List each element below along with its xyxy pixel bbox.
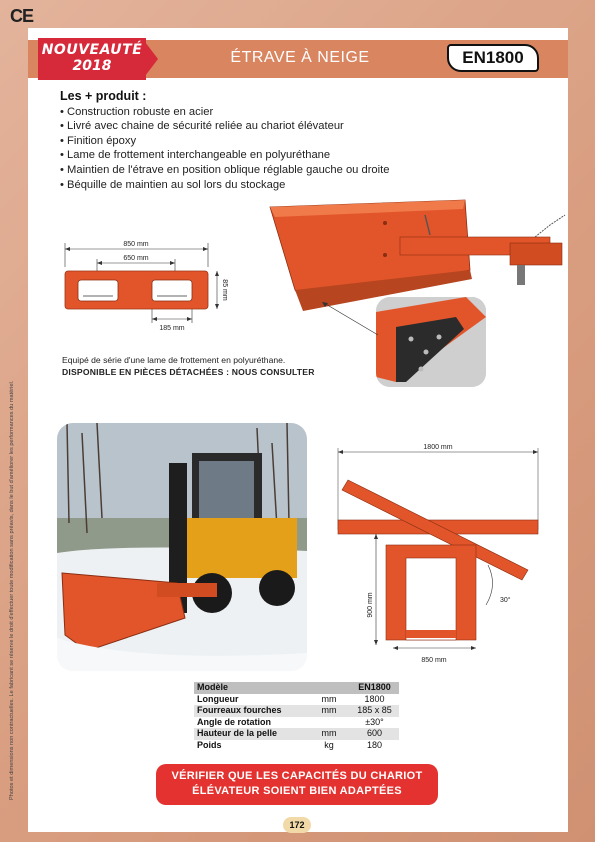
new-badge bbox=[38, 38, 158, 80]
feature-item: • Maintien de l'étrave en position oblique réglable gauche ou droite bbox=[60, 163, 390, 178]
dim-pocket: 185 mm bbox=[159, 325, 185, 332]
feature-item: • Lame de frottement interchangeable en polyuréthane bbox=[60, 148, 390, 163]
spec-row: Fourreaux fourches mm 185 x 85 bbox=[194, 705, 399, 717]
page-number: 172 bbox=[283, 817, 311, 833]
spec-row: Hauteur de la pelle mm 600 bbox=[194, 728, 399, 740]
product-reference: EN1800 bbox=[447, 44, 539, 72]
top-view-drawing bbox=[328, 440, 558, 670]
badge-year: 2018 bbox=[72, 58, 112, 74]
banner-line-1: VÉRIFIER QUE LES CAPACITÉS DU CHARIOT bbox=[171, 770, 423, 782]
fork-pocket-drawing bbox=[55, 235, 235, 340]
feature-item: • Béquille de maintien au sol lors du stockage bbox=[60, 178, 390, 193]
feature-item: • Finition époxy bbox=[60, 134, 390, 149]
top-view-base: 850 mm bbox=[421, 657, 447, 664]
features-block bbox=[60, 89, 390, 192]
top-view-width: 1800 mm bbox=[423, 444, 453, 451]
ce-mark: CE bbox=[10, 6, 34, 26]
dim-height: 85 mm bbox=[221, 279, 228, 301]
blade-note bbox=[62, 355, 315, 378]
spec-table-header: Modèle EN1800 bbox=[194, 682, 399, 694]
blade-detail-zoom bbox=[376, 297, 486, 387]
spec-table bbox=[194, 682, 399, 752]
feature-item: • Construction robuste en acier bbox=[60, 105, 390, 120]
feature-item: • Livré avec chaine de sécurité reliée au chariot élévateur bbox=[60, 119, 390, 134]
top-view-depth: 900 mm bbox=[367, 592, 374, 618]
dim-inner: 650 mm bbox=[123, 255, 149, 262]
disclaimer-side-text: Photos et dimensions non contractuelles. Le fabricant se réserve le droit d'effectuer toute modification sans préavis, dans le but d'améliorer les performances du matériel. bbox=[9, 380, 15, 800]
page-title: ÉTRAVE À NEIGE bbox=[230, 49, 370, 66]
top-view-angle: 30° bbox=[500, 597, 511, 604]
note-line-2: DISPONIBLE EN PIÈCES DÉTACHÉES : NOUS CONSULTER bbox=[62, 366, 315, 377]
dim-overall: 850 mm bbox=[123, 241, 149, 248]
spec-row: Poids kg 180 bbox=[197, 739, 383, 750]
warning-banner bbox=[156, 764, 438, 805]
badge-label: NOUVEAUTÉ bbox=[41, 42, 143, 58]
note-line-1: Equipé de série d'une lame de frottement en polyuréthane. bbox=[62, 355, 286, 365]
features-heading: Les + produit : bbox=[60, 89, 147, 103]
zoom-pointer bbox=[320, 300, 380, 340]
forklift-photo bbox=[57, 423, 307, 671]
spec-row: Angle de rotation ±30° bbox=[197, 716, 384, 727]
banner-line-2: ÉLÉVATEUR SOIENT BIEN ADAPTÉES bbox=[192, 785, 402, 797]
spec-row: Longueur mm 1800 bbox=[197, 693, 385, 704]
